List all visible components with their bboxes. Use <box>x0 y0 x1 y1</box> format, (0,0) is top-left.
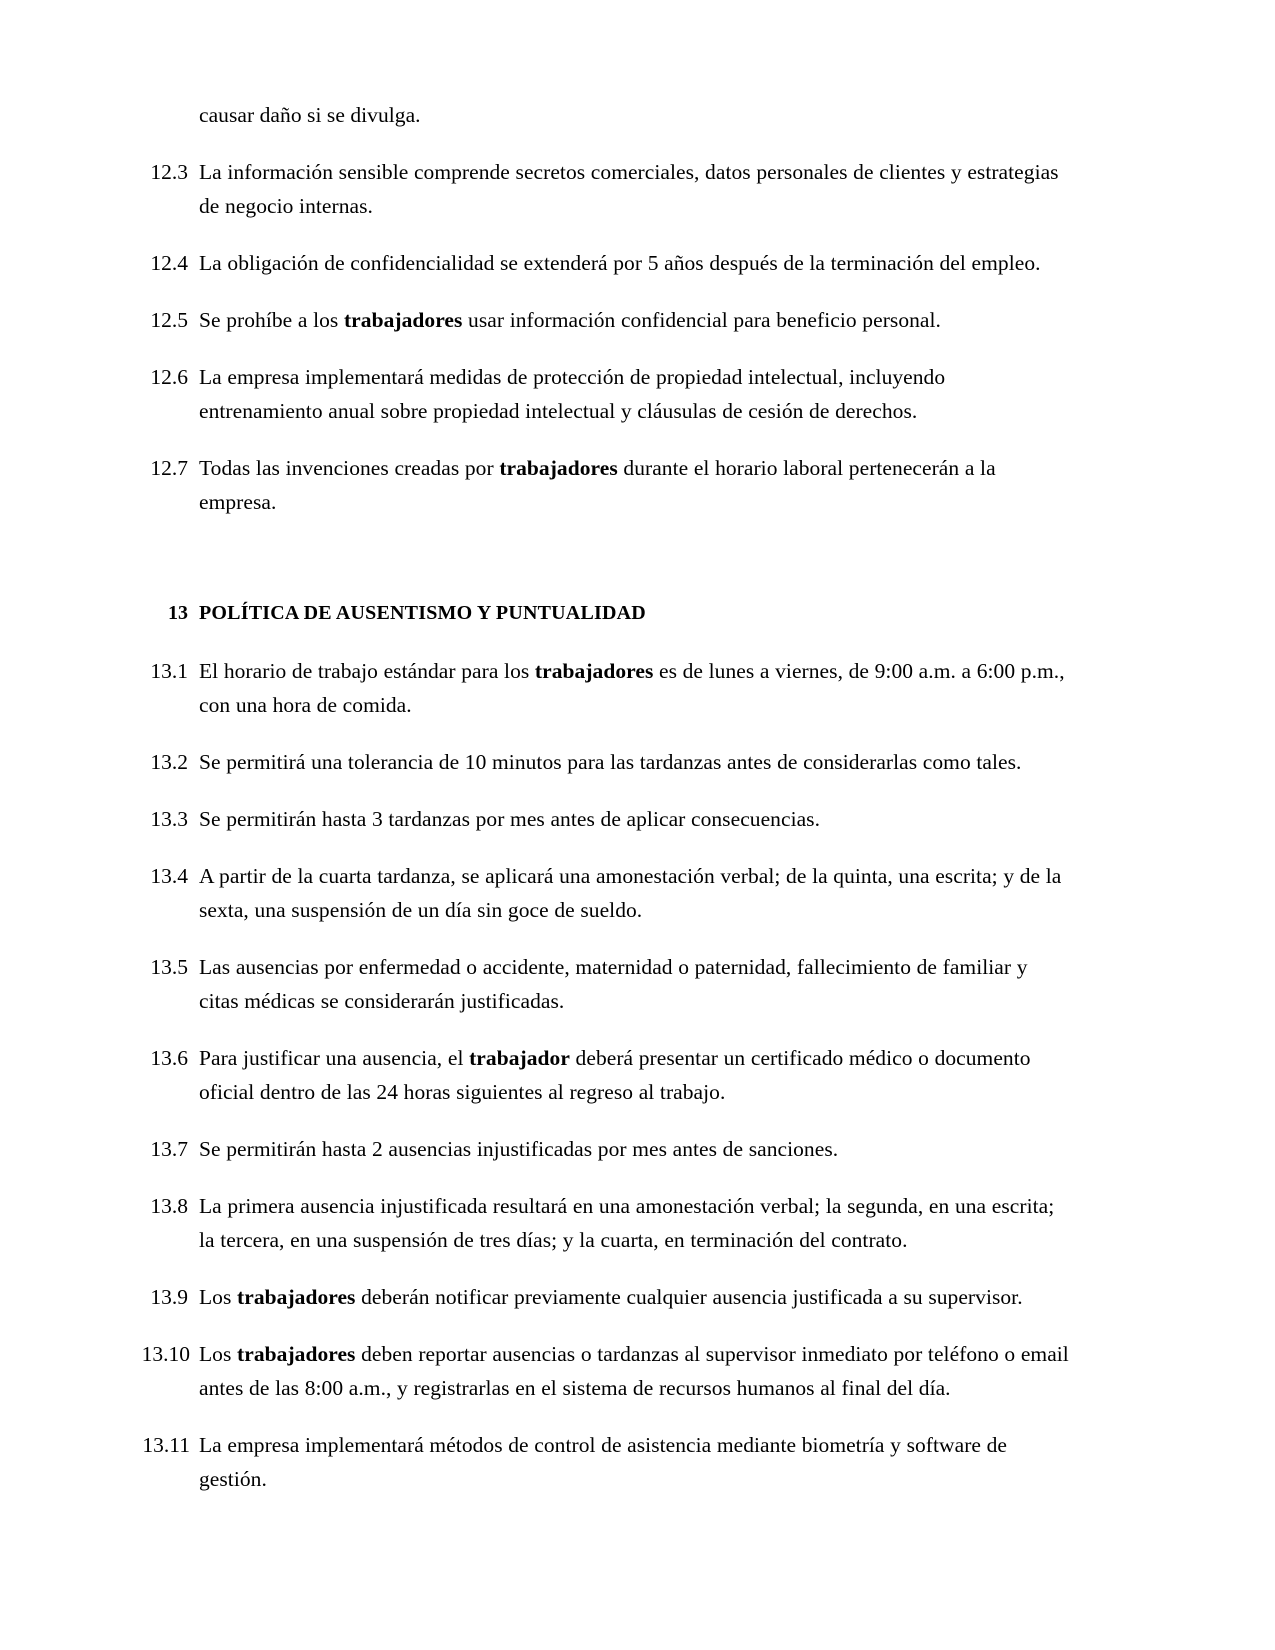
clause-13-7 <box>130 1132 1070 1166</box>
clause-text-post: deberán notificar previamente cualquier ausencia justificada a su supervisor. <box>355 1285 1023 1309</box>
clause-text-post: durante el horario laboral pertenecerán a la empresa. <box>199 456 996 514</box>
clause-text-pre: La información sensible comprende secretos comerciales, datos personales de clientes y estrategias de negocio internas. <box>199 160 1059 218</box>
clause-text <box>199 802 1070 836</box>
clause-text <box>199 1280 1070 1314</box>
clause-12-6 <box>130 360 1070 428</box>
clause-text-post: deben reportar ausencias o tardanzas al supervisor inmediato por teléfono o email antes de las 8:00 a.m., y registrarlas en el sistema de recursos humanos al final del día. <box>199 1342 1069 1400</box>
clause-number: 12.3 <box>150 160 188 184</box>
section-title: POLÍTICA DE AUSENTISMO Y PUNTUALIDAD <box>199 602 646 624</box>
clause-13-5 <box>130 950 1070 1018</box>
clause-number: 13.10 <box>141 1342 190 1366</box>
clause-text-emphasis: trabajadores <box>237 1285 356 1309</box>
clause-text-emphasis: trabajadores <box>534 659 654 683</box>
clause-13-3 <box>130 802 1070 836</box>
clause-number: 13.3 <box>150 807 188 831</box>
clause-text-pre: La empresa implementará métodos de control de asistencia mediante biometría y software de gestión. <box>199 1433 1008 1491</box>
clause-text-pre: Se prohíbe a los <box>199 308 344 332</box>
clause-text <box>199 1337 1070 1405</box>
clause-text-emphasis: trabajador <box>469 1046 570 1070</box>
clause-number: 13.8 <box>150 1194 188 1218</box>
clause-text-emphasis: trabajadores <box>499 456 618 480</box>
clause-text-pre: Para justificar una ausencia, el <box>199 1046 470 1070</box>
clause-text <box>199 360 1070 428</box>
clause-text-emphasis: trabajadores <box>343 308 463 332</box>
clause-13-1 <box>130 654 1070 722</box>
clause-text-emphasis: trabajadores <box>237 1342 356 1366</box>
clause-text <box>199 155 1070 223</box>
clause-number: 12.4 <box>150 251 188 275</box>
clause-text-pre: Los <box>199 1285 238 1309</box>
clause-text-pre: A partir de la cuarta tardanza, se aplicará una amonestación verbal; de la quinta, una escrita; y de la sexta, una suspensión de un día sin goce de sueldo. <box>199 864 1062 922</box>
section-number: 13 <box>168 602 188 624</box>
clause-text <box>199 1041 1070 1109</box>
clause-number: 13.7 <box>150 1137 188 1161</box>
clause-number: 12.6 <box>150 365 188 389</box>
clause-text <box>199 745 1070 779</box>
clause-text-pre: La primera ausencia injustificada resultará en una amonestación verbal; la segunda, en una escrita; la tercera, en una suspensión de tres días; y la cuarta, en terminación del contrato. <box>199 1194 1055 1252</box>
clause-number: 13.11 <box>142 1433 190 1457</box>
clause-number: 12.7 <box>150 456 188 480</box>
clause-text-pre: Las ausencias por enfermedad o accidente, maternidad o paternidad, fallecimiento de familiar y citas médicas se considerarán justificadas. <box>199 955 1028 1013</box>
clause-text <box>199 1132 1070 1166</box>
clause-text <box>199 451 1070 519</box>
clause-text-post: es de lunes a viernes, de 9:00 a.m. a 6:00 p.m., con una hora de comida. <box>199 659 1065 717</box>
clause-text-pre: Se permitirán hasta 2 ausencias injustificadas por mes antes de sanciones. <box>199 1137 839 1161</box>
clause-number: 13.6 <box>150 1046 188 1070</box>
clause-text <box>199 950 1070 1018</box>
clause-text <box>199 246 1070 280</box>
clause-13-4 <box>130 859 1070 927</box>
clause-text <box>199 303 1070 337</box>
clause-13-9 <box>130 1280 1070 1314</box>
clause-13-10 <box>130 1337 1070 1405</box>
section-heading-13 <box>130 597 1070 629</box>
clause-13-6 <box>130 1041 1070 1109</box>
clause-text-pre: El horario de trabajo estándar para los <box>199 659 535 683</box>
clause-text <box>199 654 1070 722</box>
clause-13-2 <box>130 745 1070 779</box>
clause-text-pre: Se permitirán hasta 3 tardanzas por mes antes de aplicar consecuencias. <box>199 807 821 831</box>
clause-13-11 <box>130 1428 1070 1496</box>
clause-text-pre: La obligación de confidencialidad se extenderá por 5 años después de la terminación del empleo. <box>199 251 1041 275</box>
clause-12-5 <box>130 303 1070 337</box>
clause-text-post: deberá presentar un certificado médico o documento oficial dentro de las 24 horas siguientes al regreso al trabajo. <box>199 1046 1031 1104</box>
clause-number: 12.5 <box>150 308 188 332</box>
clause-text-pre: La empresa implementará medidas de protección de propiedad intelectual, incluyendo entrenamiento anual sobre propiedad intelectual y cláusulas de cesión de derechos. <box>199 365 946 423</box>
clause-text-pre: Se permitirá una tolerancia de 10 minutos para las tardanzas antes de considerarlas como tales. <box>199 750 1022 774</box>
continued-paragraph: causar daño si se divulga. <box>199 103 421 127</box>
clause-text-post: usar información confidencial para beneficio personal. <box>462 308 941 332</box>
clause-13-8 <box>130 1189 1070 1257</box>
clause-12-3 <box>130 155 1070 223</box>
clause-number: 13.4 <box>150 864 188 888</box>
clause-number: 13.5 <box>150 955 188 979</box>
clause-text-pre: Los <box>199 1342 238 1366</box>
clause-number: 13.9 <box>150 1285 188 1309</box>
clause-12-7 <box>130 451 1070 519</box>
clause-text <box>199 1189 1070 1257</box>
clause-text <box>199 1428 1070 1496</box>
clause-number: 13.1 <box>150 659 188 683</box>
clause-12-4 <box>130 246 1070 280</box>
clause-text-pre: Todas las invenciones creadas por <box>199 456 500 480</box>
clause-text <box>199 859 1070 927</box>
clause-number: 13.2 <box>150 750 188 774</box>
document-body <box>130 98 1070 1496</box>
